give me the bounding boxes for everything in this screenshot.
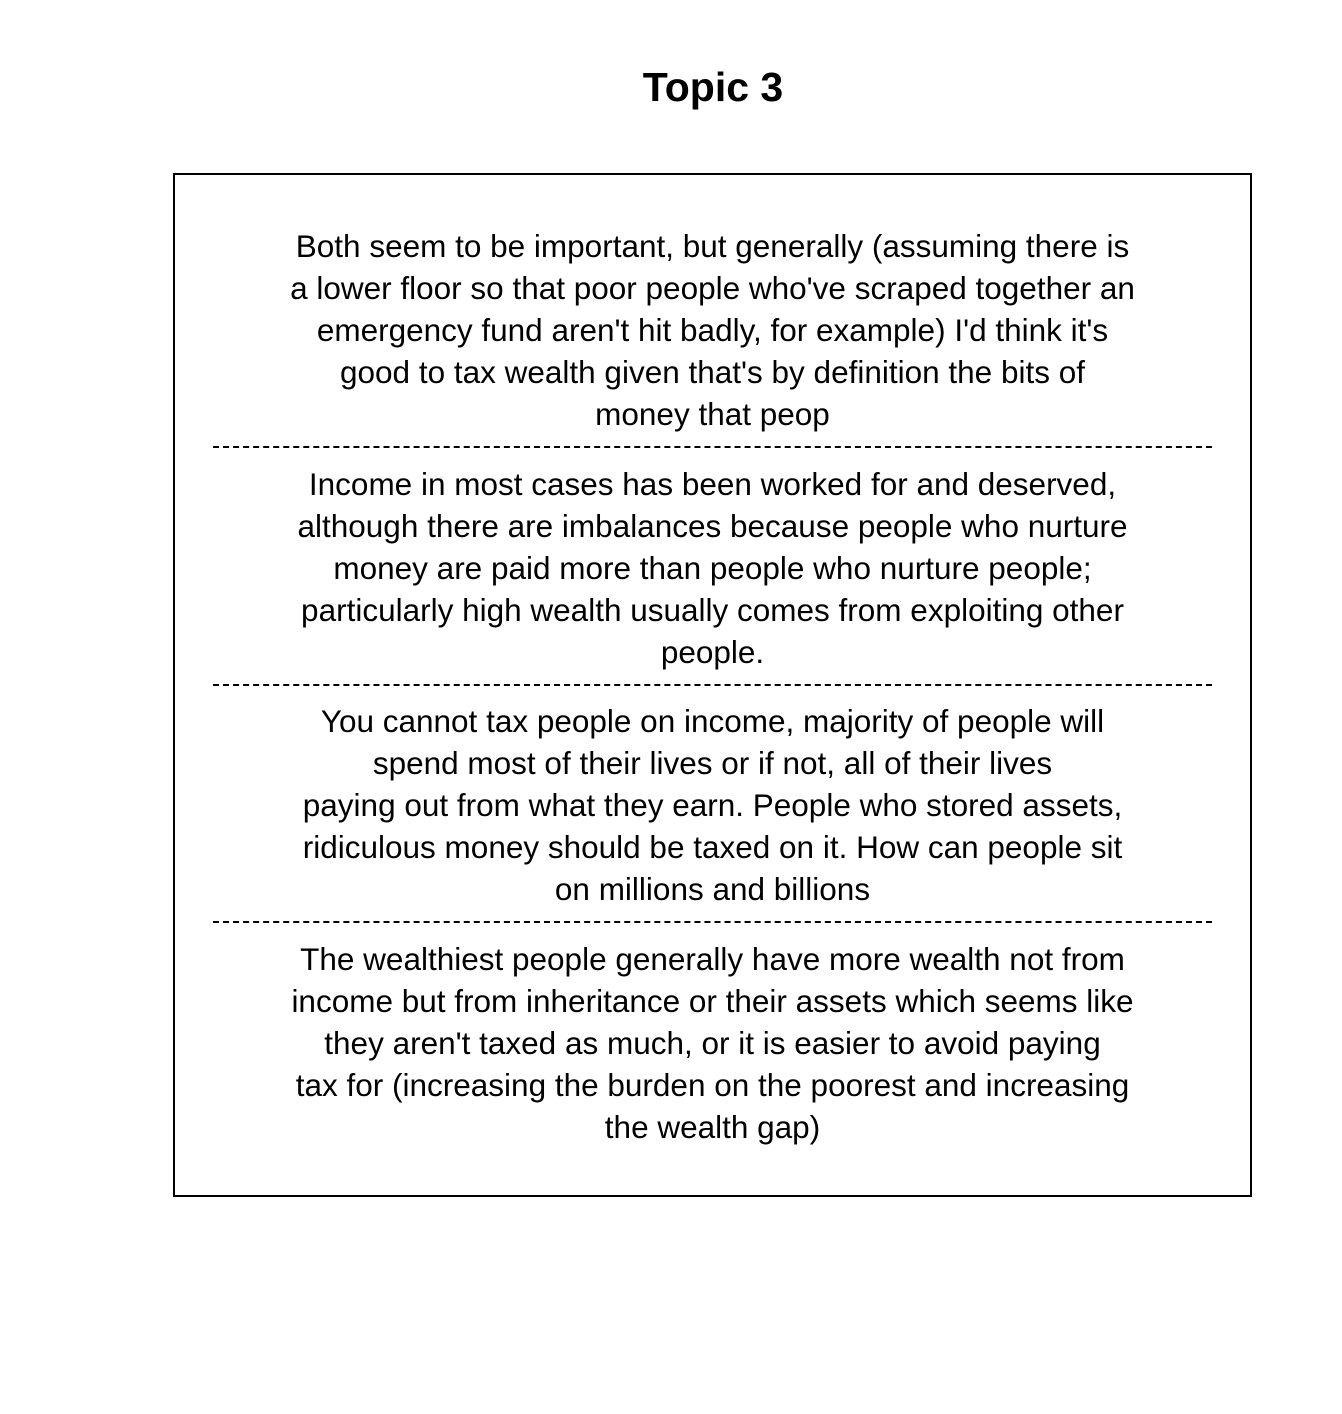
quote-separator-2 <box>213 684 1212 686</box>
quote-4: The wealthiest people generally have more wealth not from income but from inheritance or their assets which seems like they aren't taxed as much, or it is easier to avoid paying tax for (increasing the burden on the poorest and increasing the wealth gap) <box>291 941 1134 1146</box>
quote-box <box>173 173 1252 1197</box>
quote-2: Income in most cases has been worked for and deserved, although there are imbalances because people who nurture money are paid more than people who nurture people; particularly high wealth usually comes from exploiting other people. <box>297 466 1128 671</box>
quote-3: You cannot tax people on income, majority of people will spend most of their lives or if not, all of their lives paying out from what they earn. People who stored assets, ridiculous money should be taxed on it. How can people sit on millions and billions <box>302 703 1123 908</box>
quote-1: Both seem to be important, but generally (assuming there is a lower floor so that poor people who've scraped together an emergency fund aren't hit badly, for example) I'd think it's good to tax wealth given that's by definition the bits of money that peop <box>290 228 1135 433</box>
quote-separator-1 <box>213 446 1212 448</box>
quote-separator-3 <box>213 921 1212 923</box>
page-title: Topic 3 <box>642 64 784 110</box>
